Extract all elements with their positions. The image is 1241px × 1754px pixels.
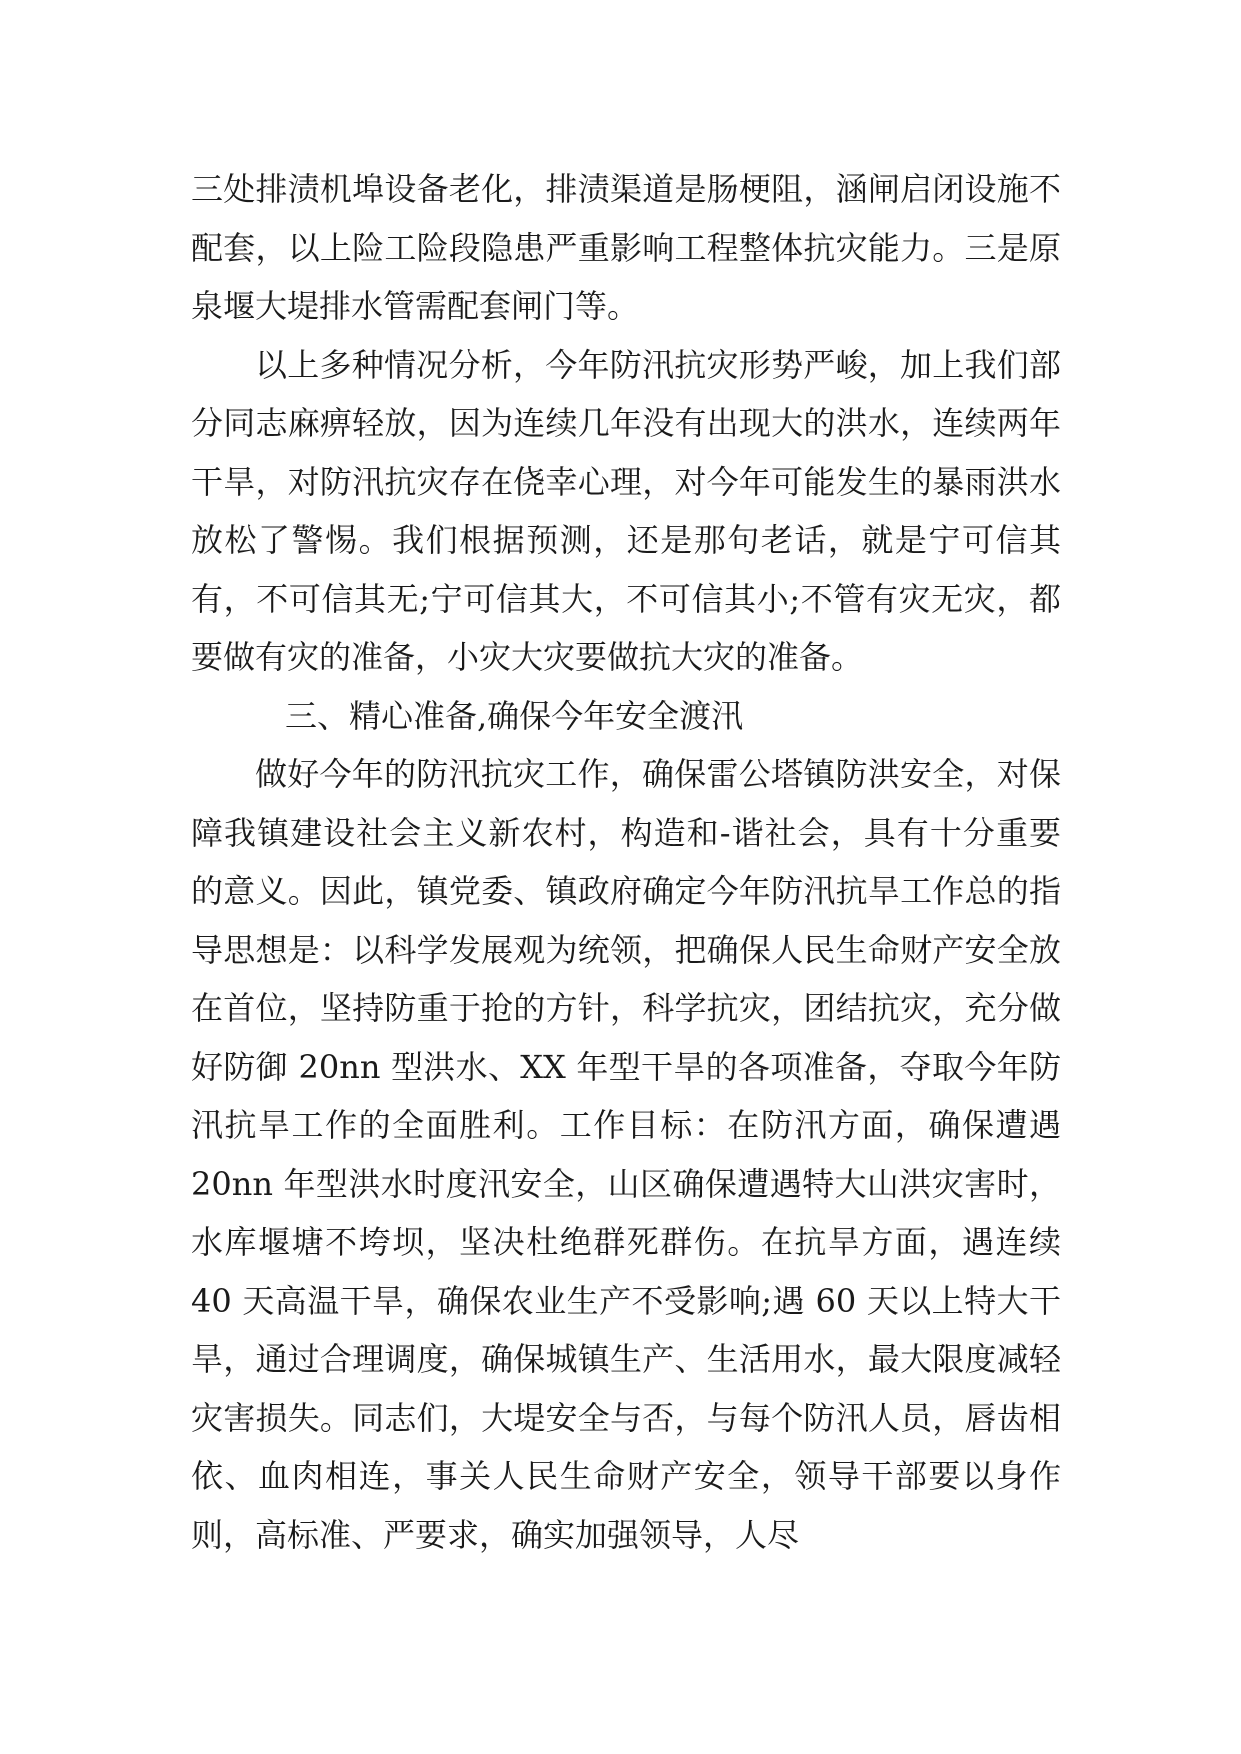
paragraph-situation-analysis: 以上多种情况分析，今年防汛抗灾形势严峻，加上我们部分同志麻痹轻放，因为连续几年没有出现大的洪水，连续两年干旱，对防汛抗灾存在侥幸心理，对今年可能发生的暴雨洪水放松了警惕。我们根据预测，还是那句老话，就是宁可信其有，不可信其无;宁可信其大，不可信其小;不管有灾无灾，都要做有灾的准备，小灾大灾要做抗大灾的准备。: [191, 345, 1061, 676]
paragraph-work-goals: 做好今年的防汛抗灾工作，确保雷公塔镇防洪安全，对保障我镇建设社会主义新农村，构造和-谐社会，具有十分重要的意义。因此，镇党委、镇政府确定今年防汛抗旱工作总的指导思想是：以科学发展观为统领，把确保人民生命财产安全放在首位，坚持防重于抢的方针，科学抗灾，团结抗灾，充分做好防御 20nn 型洪水、XX 年型干旱的各项准备，夺取今年防汛抗旱工作的全面胜利。工作目标：在防汛方面，确保遭遇 20nn 年型洪水时度汛安全，山区确保遭遇特大山洪灾害时，水库堰塘不垮坝，坚决杜绝群死群伤。在抗旱方面，遇连续 40 天高温干旱，确保农业生产不受影响;遇 60 天以上特大干旱，通过合理调度，确保城镇生产、生活用水，最大限度减轻灾害损失。同志们，大堤安全与否，与每个防汛人员，唇齿相依、血肉相连，事关人民生命财产安全，领导干部要以身作则，高标准、严要求，确实加强领导，人尽: [191, 755, 1061, 1554]
section-heading: 三、精心准备,确保今年安全渡汛: [285, 696, 744, 735]
paragraph-drainage-issues: 三处排渍机埠设备老化，排渍渠道是肠梗阻，涵闸启闭设施不配套，以上险工险段隐患严重影响工程整体抗灾能力。三是原泉堰大堤排水管需配套闸门等。: [191, 170, 1061, 325]
document-body: [191, 160, 1061, 1564]
